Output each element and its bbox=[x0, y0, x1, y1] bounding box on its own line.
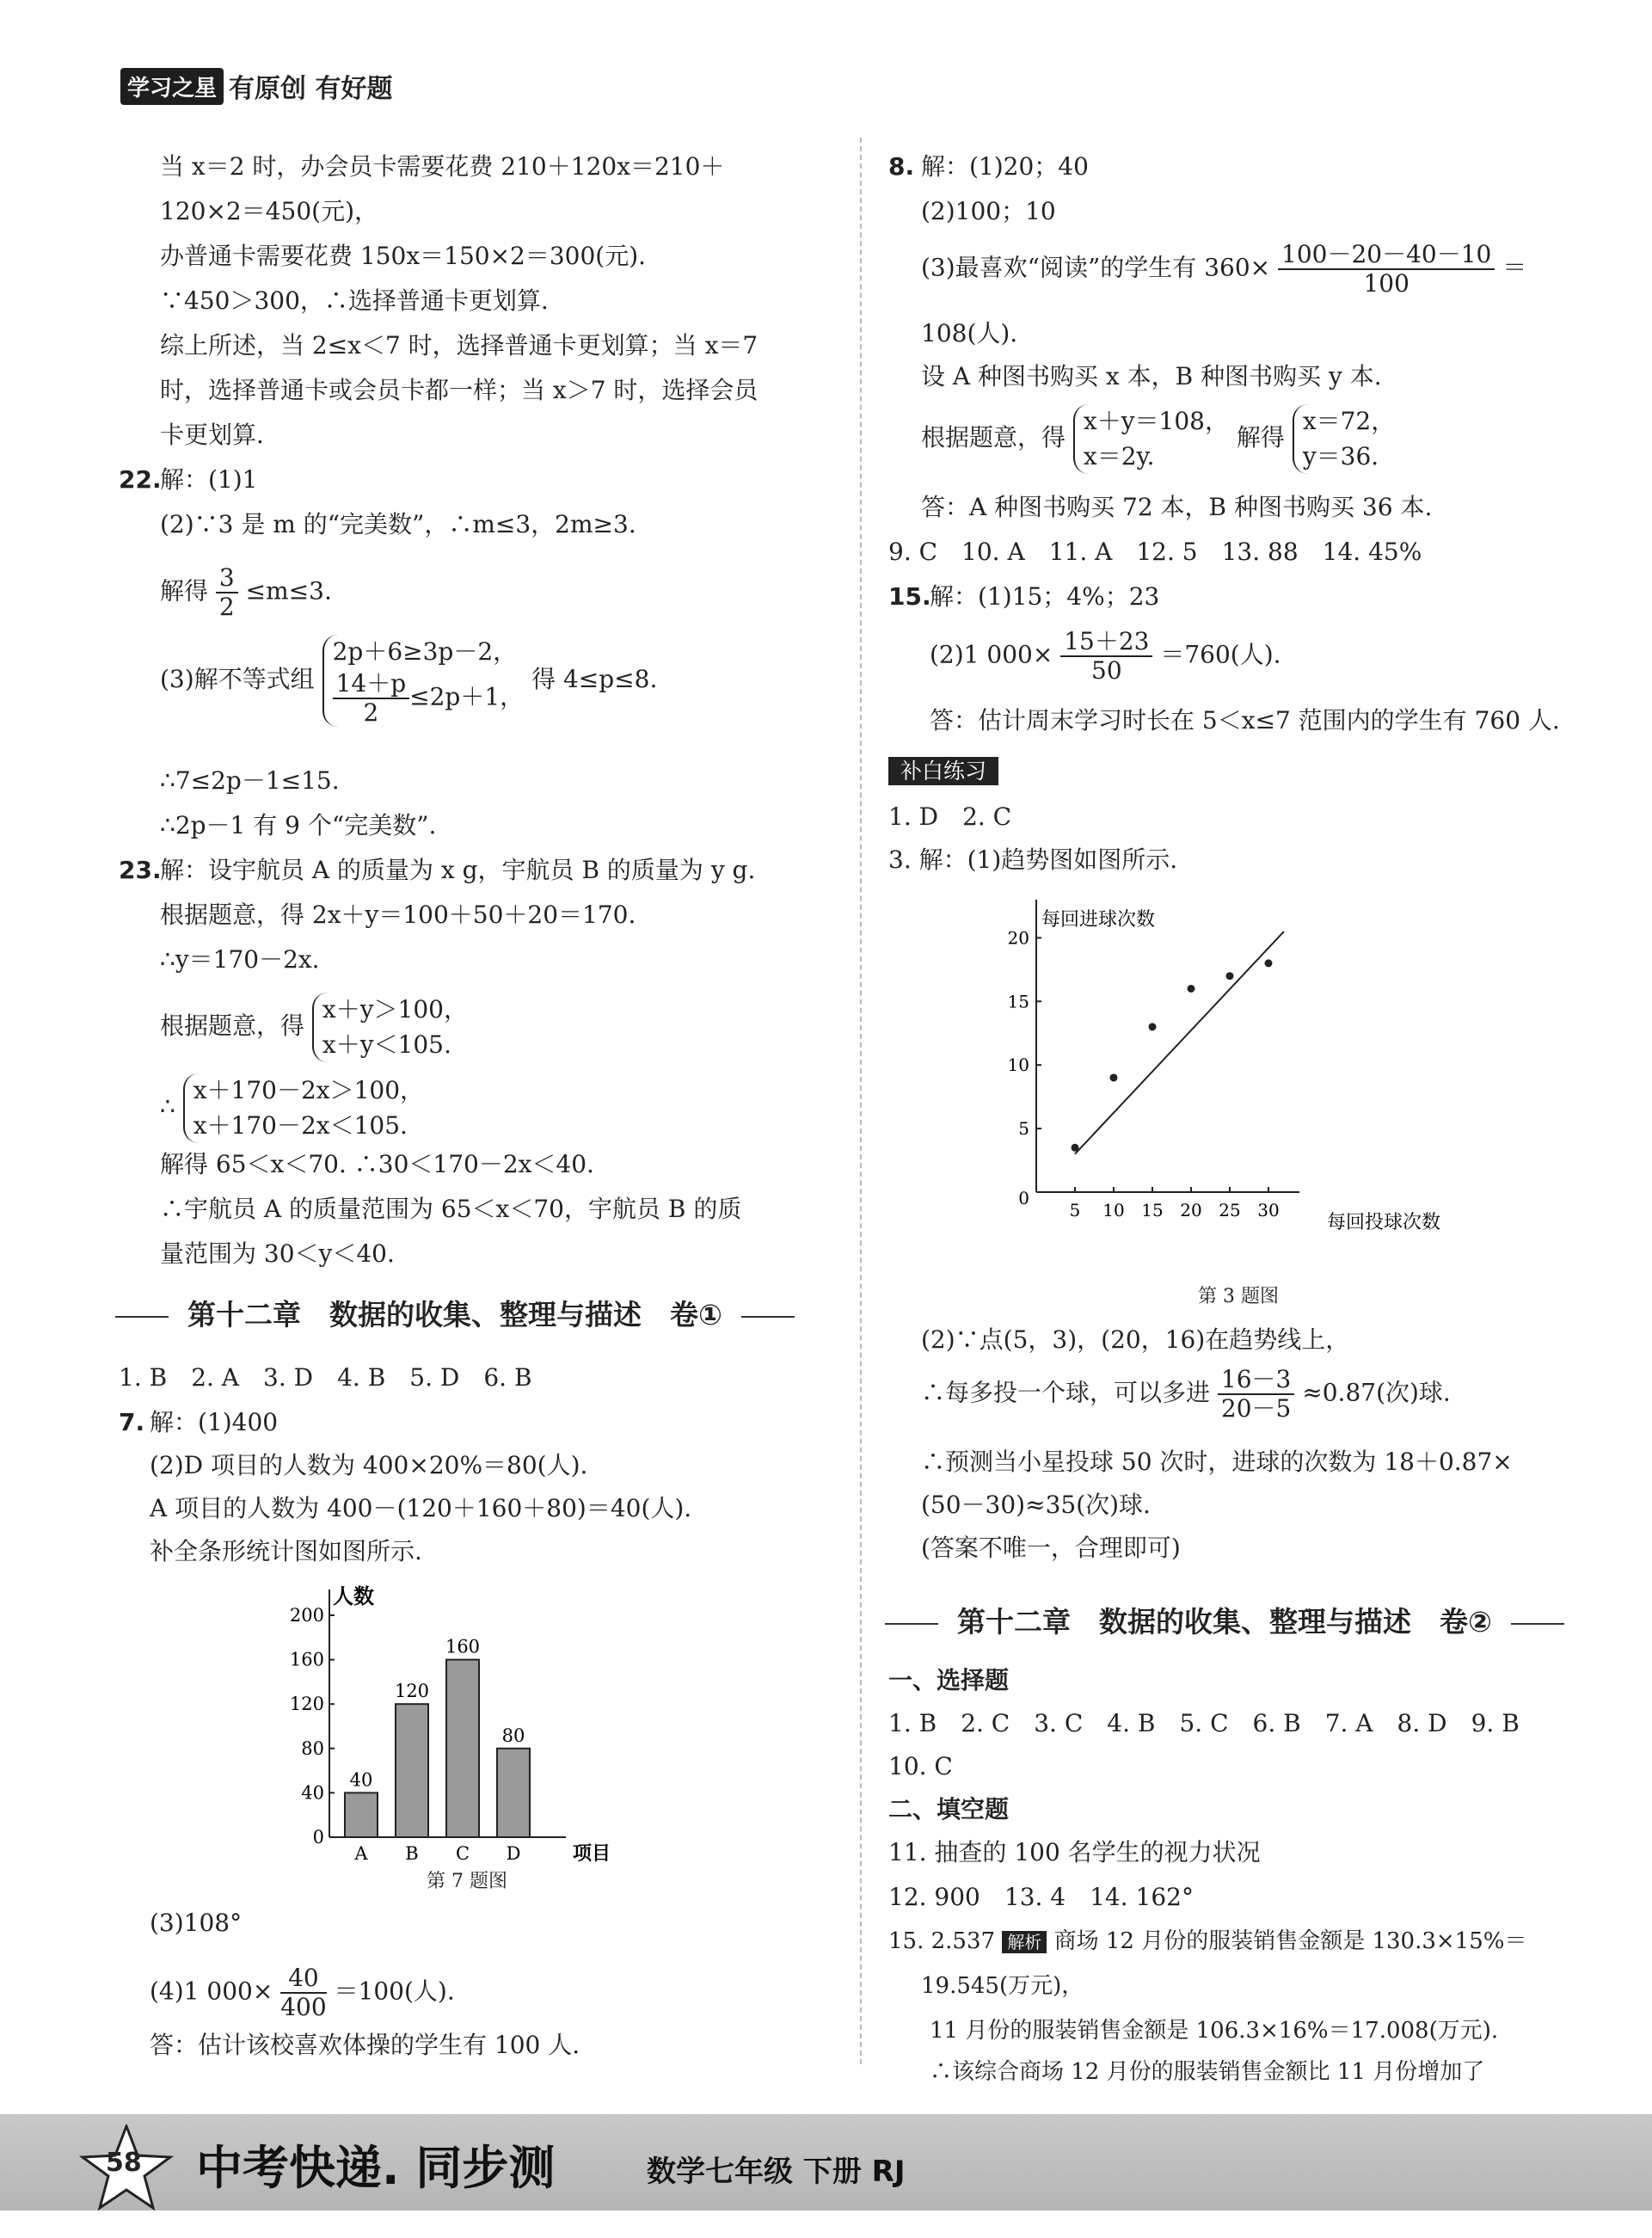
answer-line: 12. 900 13. 4 14. 162° bbox=[888, 1883, 1194, 1911]
math-line bbox=[160, 1073, 424, 1143]
text-line: 办普通卡需要花费 150x＝150×2＝300(元). bbox=[160, 242, 647, 270]
bar-value-label: 120 bbox=[394, 1681, 430, 1702]
data-point bbox=[1110, 1073, 1118, 1081]
fraction bbox=[216, 564, 238, 621]
data-point bbox=[1149, 1023, 1157, 1030]
y-tick-label: 15 bbox=[1007, 991, 1029, 1012]
question-number: 15. bbox=[888, 582, 931, 611]
text-line: 108(人). bbox=[921, 319, 1018, 347]
section-title: 第十二章 数据的收集、整理与描述 卷② bbox=[866, 1600, 1583, 1640]
x-axis-label: 项目 bbox=[573, 1843, 611, 1863]
text-line: 答：估计周末学习时长在 5＜x≤7 范围内的学生有 760 人. bbox=[930, 706, 1560, 735]
figure-caption: 第 7 题图 bbox=[427, 1871, 507, 1892]
solution-system bbox=[1293, 404, 1395, 474]
x-tick-label: 15 bbox=[1141, 1200, 1164, 1220]
text-line: 解：(1)1 bbox=[160, 465, 258, 494]
question-number: 7. bbox=[119, 1408, 145, 1436]
text: (3)最喜欢“阅读”的学生有 360× bbox=[921, 253, 1271, 282]
y-axis-label: 人数 bbox=[333, 1584, 374, 1608]
x-tick-label: 30 bbox=[1257, 1200, 1280, 1220]
fraction bbox=[333, 670, 410, 727]
text-line: 答：估计该校喜欢体操的学生有 100 人. bbox=[150, 2031, 580, 2059]
text-line: 设 A 种图书购买 x 本，B 种图书购买 y 本. bbox=[921, 362, 1382, 390]
text-line: 根据题意，得 2x＋y＝100＋50＋20＝170. bbox=[160, 901, 636, 929]
text-line: 3. 解：(1)趋势图如图所示. bbox=[888, 845, 1178, 874]
text-line: 解：(1)20；40 bbox=[921, 152, 1089, 181]
fraction bbox=[280, 1964, 326, 2021]
y-tick-label: 160 bbox=[289, 1649, 324, 1670]
text-line: 答：A 种图书购买 72 本，B 种图书购买 36 本. bbox=[921, 493, 1433, 521]
numerator: 40 bbox=[280, 1964, 326, 1994]
answer-line bbox=[888, 1930, 1526, 1952]
denominator: 50 bbox=[1091, 656, 1122, 686]
text: ∴每多投一个球，可以多进 bbox=[921, 1378, 1211, 1407]
text-line: 当 x＝2 时，办会员卡需要花费 210＋120x＝210＋ bbox=[160, 152, 725, 181]
denominator: 2 bbox=[363, 698, 379, 727]
system-row: y＝36. bbox=[1302, 441, 1379, 470]
text-line: 时，选择普通卡或会员卡都一样；当 x＞7 时，选择会员 bbox=[160, 376, 758, 404]
bar-value-label: 160 bbox=[445, 1636, 481, 1657]
y-tick-label: 120 bbox=[289, 1694, 324, 1715]
text: ∴ bbox=[160, 1092, 175, 1122]
inequality-system bbox=[183, 1073, 424, 1143]
question-number: 22. bbox=[119, 465, 162, 494]
footer-subtitle: 数学七年级 下册 RJ bbox=[647, 2155, 906, 2189]
answer-line: 10. C bbox=[888, 1752, 953, 1780]
section-tag bbox=[888, 757, 998, 785]
text: 根据题意，得 bbox=[160, 1011, 305, 1041]
math-line bbox=[160, 635, 657, 727]
text-line: ∴预测当小星投球 50 次时，进球的次数为 18＋0.87× bbox=[921, 1448, 1513, 1476]
text: 解得 bbox=[160, 576, 209, 606]
text-line: ∴7≤2p－1≤15. bbox=[160, 766, 340, 795]
text: 得 4≤p≤8. bbox=[531, 664, 658, 693]
text: ＝100(人). bbox=[334, 1977, 455, 2006]
numerator: 100－20－40－10 bbox=[1278, 241, 1495, 270]
x-tick-label: B bbox=[405, 1843, 419, 1863]
answer-line: 1. B 2. C 3. C 4. B 5. C 6. B 7. A 8. D 9. B bbox=[888, 1709, 1520, 1737]
trend-line bbox=[1075, 931, 1284, 1154]
part-heading: 一、选择题 bbox=[888, 1666, 1010, 1694]
text: 商场 12 月份的服装销售金额是 130.3×15%＝ bbox=[1053, 1928, 1527, 1954]
denominator: 400 bbox=[280, 1993, 327, 2022]
text-line: (50－30)≈35(次)球. bbox=[921, 1491, 1151, 1519]
math-line bbox=[150, 1964, 455, 2021]
part-heading: 二、填空题 bbox=[888, 1795, 1010, 1823]
x-tick-label: A bbox=[354, 1843, 368, 1863]
data-point bbox=[1265, 959, 1273, 967]
bar bbox=[446, 1660, 479, 1837]
x-axis-label: 每回投球次数 bbox=[1327, 1212, 1441, 1233]
inequality-system bbox=[322, 635, 525, 727]
text-line: ∵450＞300，∴选择普通卡更划算. bbox=[160, 286, 549, 315]
denominator: 100 bbox=[1363, 269, 1409, 298]
answer-line: 1. D 2. C bbox=[888, 802, 1012, 831]
answer-line: 11. 抽查的 100 名学生的视力状况 bbox=[888, 1838, 1261, 1866]
bar bbox=[396, 1704, 428, 1837]
system-row: x＋170－2x＞100， bbox=[193, 1076, 425, 1104]
numerator: 16－3 bbox=[1218, 1366, 1294, 1395]
text-line: (答案不唯一，合理即可) bbox=[921, 1534, 1181, 1562]
y-tick-label: 5 bbox=[1018, 1118, 1029, 1140]
y-tick-label: 40 bbox=[301, 1782, 324, 1804]
denominator: 2 bbox=[218, 593, 235, 622]
bar bbox=[497, 1749, 530, 1837]
brand-logo: 学习之星 bbox=[120, 68, 224, 105]
text: 15. 2.537 bbox=[888, 1928, 996, 1954]
text: 解得 bbox=[1236, 423, 1285, 452]
system-row: 2p＋6≥3p－2， bbox=[332, 637, 518, 666]
text-line: 11 月份的服装销售金额是 106.3×16%＝17.008(万元). bbox=[930, 2018, 1499, 2044]
x-tick-label: C bbox=[455, 1843, 470, 1863]
analysis-tag: 解析 bbox=[1002, 1931, 1047, 1953]
text-line: 卡更划算. bbox=[160, 421, 264, 449]
tag-label: 补白练习 bbox=[888, 757, 998, 785]
text: ≈0.87(次)球. bbox=[1302, 1378, 1451, 1407]
text: (3)解不等式组 bbox=[160, 664, 315, 693]
system-row: x＋170－2x＜105. bbox=[193, 1110, 408, 1140]
brand-slogan: 有原创 有好题 bbox=[229, 74, 393, 104]
denominator: 20－5 bbox=[1220, 1394, 1292, 1423]
bar-chart bbox=[282, 1579, 660, 1863]
fraction bbox=[1060, 628, 1152, 685]
answer-line: 1. B 2. A 3. D 4. B 5. D 6. B bbox=[119, 1363, 532, 1392]
text: ≤m≤3. bbox=[245, 576, 332, 606]
text-line: 19.545(万元)， bbox=[921, 1973, 1084, 1999]
question-number: 23. bbox=[119, 856, 162, 884]
y-tick-label: 0 bbox=[312, 1827, 324, 1848]
y-tick-label: 10 bbox=[1007, 1054, 1029, 1076]
section-title: 第十二章 数据的收集、整理与描述 卷① bbox=[96, 1293, 814, 1333]
x-tick-label: 5 bbox=[1069, 1200, 1081, 1220]
inequality-system bbox=[312, 993, 468, 1062]
math-line bbox=[930, 628, 1281, 685]
y-tick-label: 80 bbox=[301, 1737, 324, 1759]
text-line: ∴宇航员 A 的质量范围为 65＜x＜70，宇航员 B 的质 bbox=[160, 1195, 742, 1223]
footer-title: 中考快递. 同步测 bbox=[196, 2141, 556, 2195]
scatter-chart bbox=[966, 891, 1551, 1270]
text-line: 解：(1)400 bbox=[150, 1408, 279, 1436]
system-row: x＋y＜105. bbox=[322, 1030, 451, 1059]
text-line: ∴2p－1 有 9 个“完美数”. bbox=[160, 811, 437, 839]
text-line: 补全条形统计图如图所示. bbox=[150, 1537, 422, 1565]
y-axis-label: 每回进球次数 bbox=[1041, 909, 1156, 931]
system-row: x＋y＝108， bbox=[1083, 407, 1229, 435]
bar-value-label: 80 bbox=[501, 1725, 525, 1746]
text-line: ∴y＝170－2x. bbox=[160, 945, 320, 974]
math-line bbox=[160, 993, 468, 1062]
system-row: x＋y＞100， bbox=[322, 995, 468, 1024]
origin-label: 0 bbox=[1018, 1188, 1029, 1208]
text-line: A 项目的人数为 400－(120＋160＋80)＝40(人). bbox=[150, 1494, 692, 1522]
fraction bbox=[1218, 1366, 1294, 1423]
text-line: 综上所述，当 2≤x＜7 时，选择普通卡更划算；当 x＝7 bbox=[160, 331, 758, 360]
math-line bbox=[921, 241, 1526, 298]
bar-value-label: 40 bbox=[349, 1769, 373, 1791]
text-line: (2)∵3 是 m 的“完美数”，∴m≤3，2m≥3. bbox=[160, 510, 636, 538]
system-row: x＝72， bbox=[1302, 407, 1396, 435]
text-line: (2)100；10 bbox=[921, 197, 1056, 225]
text: ＝ bbox=[1502, 253, 1527, 282]
text-line: 量范围为 30＜y＜40. bbox=[160, 1239, 395, 1268]
equation-system bbox=[1073, 404, 1229, 474]
text-line: ∴该综合商场 12 月份的服装销售金额比 11 月份增加了 bbox=[930, 2059, 1485, 2085]
numerator: 15＋23 bbox=[1060, 628, 1152, 657]
math-line bbox=[921, 1366, 1451, 1423]
text: 根据题意，得 bbox=[921, 423, 1066, 452]
column-divider bbox=[860, 138, 862, 2064]
system-row bbox=[333, 670, 525, 727]
page-number: 58 bbox=[106, 2148, 142, 2178]
data-point bbox=[1188, 985, 1195, 993]
page-header bbox=[120, 67, 392, 105]
data-point bbox=[1072, 1144, 1079, 1152]
data-point bbox=[1226, 972, 1234, 980]
math-line bbox=[160, 564, 332, 621]
numerator: 14＋p bbox=[333, 670, 410, 699]
y-tick-label: 200 bbox=[289, 1605, 324, 1626]
system-row: x＝2y. bbox=[1083, 441, 1155, 470]
y-tick-label: 20 bbox=[1007, 927, 1029, 949]
x-tick-label: 20 bbox=[1180, 1200, 1202, 1220]
text: ＝760(人). bbox=[1160, 640, 1281, 669]
x-tick-label: 25 bbox=[1219, 1200, 1241, 1220]
text-line: (3)108° bbox=[150, 1909, 243, 1937]
text-line: 120×2＝450(元)， bbox=[160, 197, 379, 225]
answer-line: 9. C 10. A 11. A 12. 5 13. 88 14. 45% bbox=[888, 538, 1422, 566]
math-line bbox=[921, 404, 1395, 474]
text: (4)1 000× bbox=[150, 1977, 273, 2006]
question-number: 8. bbox=[888, 152, 915, 181]
text-line: (2)D 项目的人数为 400×20%＝80(人). bbox=[150, 1451, 588, 1479]
figure-caption: 第 3 题图 bbox=[1198, 1286, 1279, 1307]
text: ≤2p＋1， bbox=[409, 682, 525, 711]
numerator: 3 bbox=[216, 564, 238, 593]
x-tick-label: 10 bbox=[1102, 1200, 1125, 1220]
text: (2)1 000× bbox=[930, 640, 1053, 669]
text-line: (2)∵点(5，3)，(20，16)在趋势线上， bbox=[921, 1325, 1350, 1354]
x-tick-label: D bbox=[506, 1843, 521, 1863]
text-line: 解：(1)15；4%；23 bbox=[930, 582, 1160, 611]
fraction bbox=[1278, 241, 1495, 298]
text-line: 解：设宇航员 A 的质量为 x g，宇航员 B 的质量为 y g. bbox=[160, 856, 756, 884]
text-line: 解得 65＜x＜70. ∴30＜170－2x＜40. bbox=[160, 1150, 594, 1178]
bar bbox=[345, 1792, 378, 1837]
